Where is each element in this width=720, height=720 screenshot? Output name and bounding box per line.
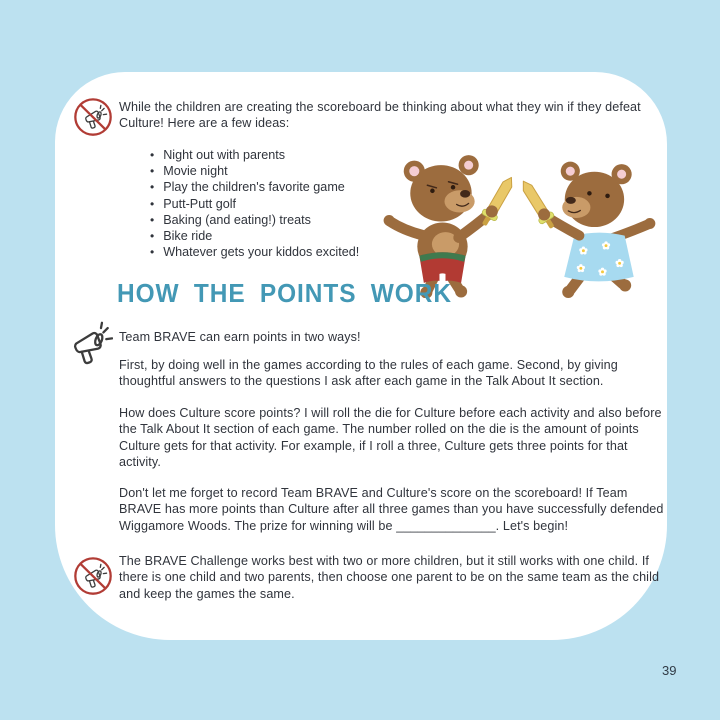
intro-paragraph: While the children are creating the scoreboard be thinking about what they win if they defeat Culture! Here are a few ideas: (119, 100, 641, 131)
list-item (150, 212, 359, 228)
list-item (150, 179, 359, 195)
paragraph: How does Culture score points? I will roll the die for Culture before each activity and also before the Talk About It section of each game. The number rolled on the die is the amount of points Culture gets for that activity. For example, if I roll a three, Culture gets three points for that activity. (119, 406, 662, 470)
list-item-text: • Putt-Putt golf (163, 196, 237, 211)
page-number: 39 (662, 663, 677, 678)
list-item-text: • Play the children's favorite game (163, 180, 345, 195)
megaphone-icon (63, 318, 113, 368)
list-item-text: • Movie night (163, 164, 228, 179)
list-item (150, 163, 359, 179)
paragraph: First, by doing well in the games according to the rules of each game. Second, by giving thoughtful answers to the questions I ask after each game in the Talk About It section. (119, 358, 618, 389)
list-item (150, 228, 359, 244)
list-item (150, 147, 359, 163)
note-paragraph: The BRAVE Challenge works best with two or more children, but it still works with one child. If there is one child and two parents, then choose one parent to be on the same team as the child and keep the games the same. (119, 554, 660, 601)
ideas-list (150, 147, 359, 260)
no-talking-megaphone-icon (72, 555, 114, 597)
list-item-text: • Whatever gets your kiddos excited! (163, 245, 360, 260)
content-sheet (55, 72, 667, 640)
list-item-text: • Night out with parents (163, 148, 286, 162)
list-item (150, 196, 359, 212)
no-talking-megaphone-icon (72, 96, 114, 138)
section-heading: HOW THE POINTS WORK (117, 278, 452, 308)
list-item-text: • Baking (and eating!) treats (163, 212, 311, 227)
section-lead: Team BRAVE can earn points in two ways! (119, 330, 361, 344)
list-item-text: • Bike ride (163, 229, 213, 244)
list-item (150, 244, 359, 260)
paragraph: Don't let me forget to record Team BRAVE and Culture's score on the scoreboard! If Team BRAVE has more points than Culture after all three games than you have successfully defended Wiggamore Woods. The prize for winning will be ______________. Let's begin! (119, 486, 664, 533)
bears-sword-fight-illustration (383, 142, 665, 294)
